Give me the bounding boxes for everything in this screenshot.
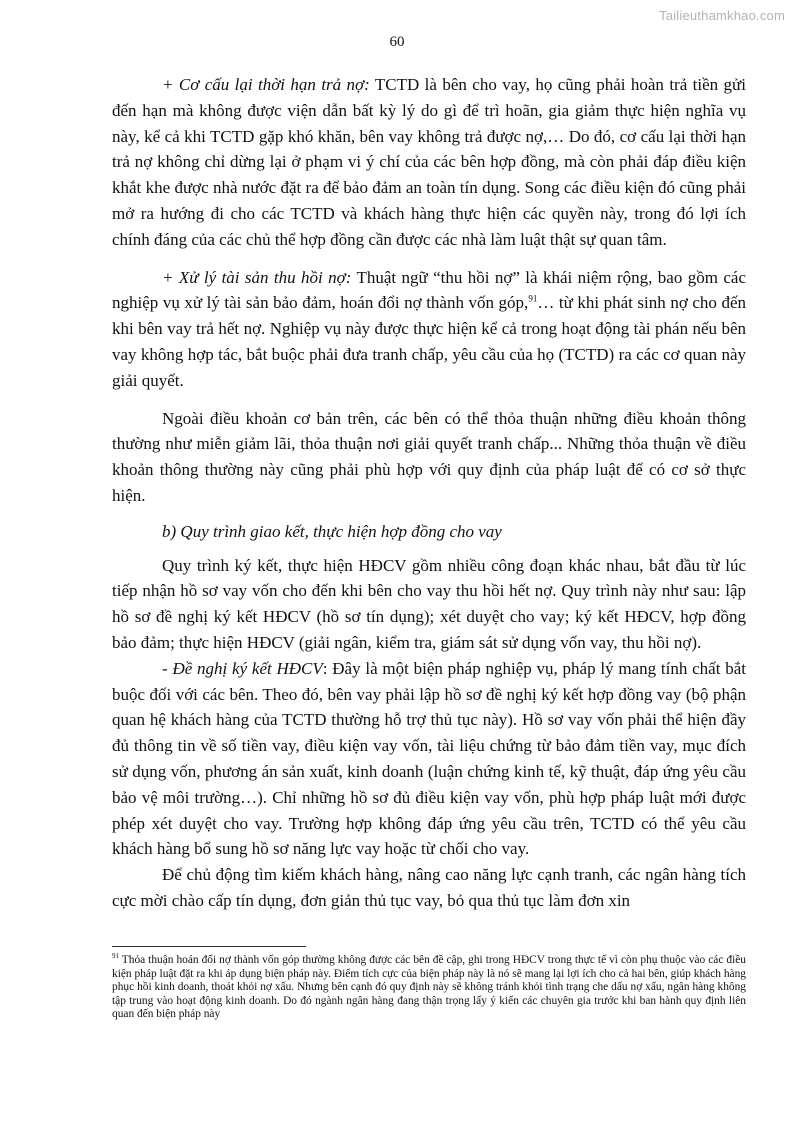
proposal-dash: - <box>162 658 173 678</box>
debt-recovery-lead: + Xử lý tài sản thu hồi nợ: <box>162 267 352 287</box>
footnote-91 <box>112 954 746 1022</box>
debt-recovery-text-b: … từ khi phát sinh nợ cho đến khi bên vay trả hết nợ. Nghiệp vụ này được thực hiện kể cả trong hoạt động tài phán nếu bên vay không hợp tác, bắt buộc phải đưa tranh chấp, yêu cầu của họ (TCTD) ra các cơ quan này giải quyết. <box>112 293 746 390</box>
debt-recovery-text-a: Thuật ngữ “thu hồi nợ” là khái niệm rộng, bao gồm các nghiệp vụ xử lý tài sản bảo đảm, hoán đổi nợ thành vốn góp, <box>112 267 746 313</box>
watermark: Tailieuthamkhao.com <box>659 8 785 23</box>
paragraph-customer-search: Để chủ động tìm kiếm khách hàng, nâng cao năng lực cạnh tranh, các ngân hàng tích cực mời chào cấp tín dụng, đơn giản thủ tục vay, bỏ qua thủ tục làm đơn xin <box>112 865 746 910</box>
footnote-text: Thỏa thuận hoán đổi nợ thành vốn góp thường không được các bên đề cập, ghi trong HĐCV trong thực tế vì còn phụ thuộc vào các điều kiện pháp luật đặt ra khi áp dụng biện pháp này. Điểm tích cực của biện pháp này là nó sẽ mang lại lợi ích cho cả hai bên, giúp khách hàng phục hồi kinh doanh, thoát khỏi nợ xấu. Nhưng bên cạnh đó quy định này sẽ không tránh khỏi tình trạng che dấu nợ xấu, ngân hàng không tập trung vào hoạt động kinh doanh. Do đó ngành ngân hàng đang thận trọng lấy ý kiến các chuyên gia trước khi ban hành quy định liên quan đến biện pháp này <box>112 954 746 1021</box>
section-heading-b: b) Quy trình giao kết, thực hiện hợp đồng cho vay <box>162 521 502 541</box>
paragraph-restructure-term <box>112 72 746 253</box>
paragraph-common-terms: Ngoài điều khoản cơ bản trên, các bên có thể thỏa thuận những điều khoản thông thường như miễn giảm lãi, thỏa thuận nơi giải quyết tranh chấp... Những thỏa thuận về điều khoản thông thường này cũng phải phù hợp với quy định của pháp luật để có cơ sở thực hiện. <box>112 408 746 505</box>
restructure-term-lead: + Cơ cấu lại thời hạn trả nợ: <box>162 75 370 94</box>
page-number: 60 <box>389 34 405 50</box>
paragraph-debt-recovery <box>112 265 746 394</box>
footnote-separator <box>112 946 306 947</box>
restructure-term-text: TCTD là bên cho vay, họ cũng phải hoàn trả tiền gửi đến hạn mà không được viện dẫn bất kỳ lý do gì để trì hoãn, gia giảm thực hiện nghĩa vụ này, kể cả khi TCTD gặp khó khăn, bên vay không trả được nợ,… Do đó, cơ cấu lại thời hạn trả nợ không chỉ dừng lại ở phạm vi ý chí của các bên hợp đồng, mà còn phải đáp điều kiện khắt khe được nhà nước đặt ra để bảo đảm an toàn tín dụng. Song các điều kiện đó cũng phải mở ra hướng đi cho các TCTD và khách hàng thực hiện các quyền này, trong đó lợi ích chính đáng của các chủ thể hợp đồng cần được các nhà làm luật thật sự quan tâm. <box>112 75 746 249</box>
paragraph-proposal <box>112 656 746 862</box>
proposal-lead: Đề nghị ký kết HĐCV <box>172 658 323 678</box>
page-body <box>112 72 746 914</box>
footnote-reference[interactable]: 91 <box>528 293 538 304</box>
paragraph-process-overview: Quy trình ký kết, thực hiện HĐCV gồm nhiều công đoạn khác nhau, bắt đầu từ lúc tiếp nhận hồ sơ vay vốn cho đến khi bên cho vay thu hồi hết nợ. Quy trình này như sau: lập hồ sơ đề nghị ký kết HĐCV (hồ sơ tín dụng); xét duyệt cho vay; ký kết HĐCV, hợp đồng bảo đảm; thực hiện HĐCV (giải ngân, kiểm tra, giám sát sử dụng vốn vay, thu hồi nợ). <box>112 555 746 652</box>
footnote-number: 91 <box>112 952 119 961</box>
proposal-text: : Đây là một biện pháp nghiệp vụ, pháp lý mang tính chất bắt buộc đối với các bên. Theo đó, bên vay phải lập hồ sơ đề nghị ký kết hợp đồng vay (bộ phận quan hệ khách hàng của TCTD thường hỗ trợ thủ tục này). Hồ sơ vay vốn phải thể hiện đầy đủ thông tin về số tiền vay, điều kiện vay vốn, tài liệu chứng từ bảo đảm tiền vay, mục đích sử dụng vốn, phương án sản xuất, kinh doanh (luận chứng kinh tế, kỹ thuật, đáp ứng yêu cầu bảo vệ môi trường…). Chỉ những hồ sơ đủ điều kiện vay vốn, phù hợp pháp luật mới được phép xét duyệt cho vay. Trường hợp không đáp ứng yêu cầu trên, TCTD có thể yêu cầu khách hàng bổ sung hồ sơ năng lực vay hoặc từ chối cho vay. <box>112 658 746 859</box>
